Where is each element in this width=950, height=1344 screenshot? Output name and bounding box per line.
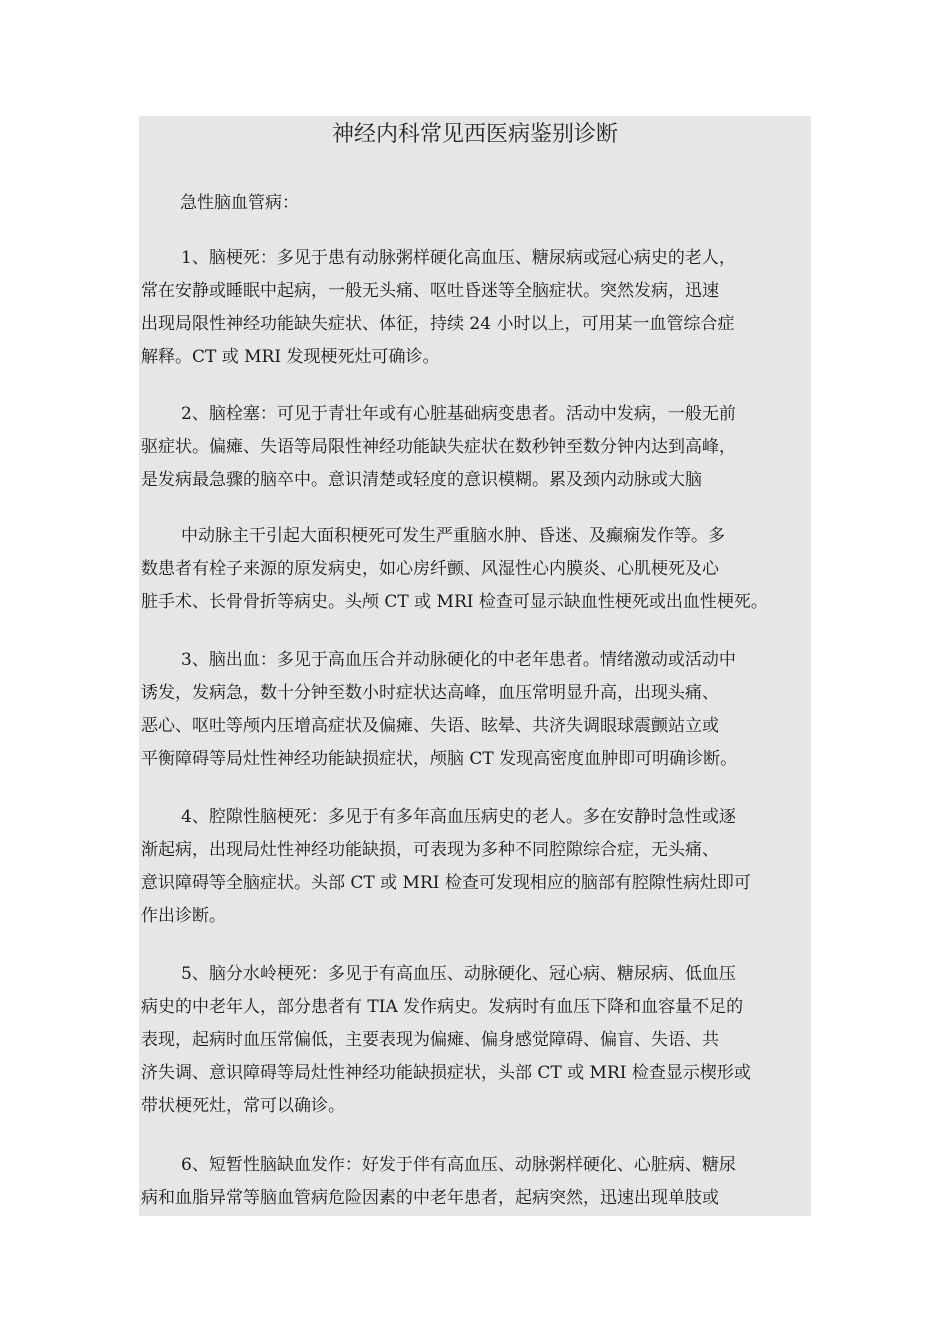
- paragraph-cerebral-embolism: [141, 398, 813, 497]
- paragraph-line: 常在安静或睡眠中起病，一般无头痛、呕吐昏迷等全脑症状。突然发病，迅速: [141, 281, 719, 301]
- paragraph-line: 出现局限性神经功能缺失症状、体征，持续 24 小时以上，可用某一血管综合症: [141, 314, 735, 334]
- paragraph-cerebral-embolism-continued: [141, 520, 813, 619]
- paragraph-line: 中动脉主干引起大面积梗死可发生严重脑水肿、昏迷、及癫痫发作等。多: [181, 526, 725, 546]
- paragraph-line: 济失调、意识障碍等局灶性神经功能缺损症状，头部 CT 或 MRI 检查显示楔形或: [141, 1063, 751, 1083]
- section-heading: 急性脑血管病：: [180, 193, 299, 213]
- paragraph-cerebral-infarction: [141, 242, 813, 374]
- paragraph-line: 解释。CT 或 MRI 发现梗死灶可确诊。: [141, 347, 440, 367]
- paragraph-line: 1、脑梗死：多见于患有动脉粥样硬化高血压、糖尿病或冠心病史的老人，: [181, 248, 736, 268]
- paragraph-line: 4、腔隙性脑梗死：多见于有多年高血压病史的老人。多在安静时急性或逐: [181, 807, 736, 827]
- paragraph-line: 5、脑分水岭梗死：多见于有高血压、动脉硬化、冠心病、糖尿病、低血压: [181, 964, 736, 984]
- paragraph-line: 表现，起病时血压常偏低，主要表现为偏瘫、偏身感觉障碍、偏盲、失语、共: [141, 1030, 719, 1050]
- paragraph-line: 作出诊断。: [141, 906, 226, 926]
- paragraph-watershed-infarction: [141, 958, 813, 1123]
- paragraph-lacunar-infarction: [141, 801, 813, 933]
- paragraph-cerebral-hemorrhage: [141, 644, 813, 776]
- paragraph-line: 6、短暂性脑缺血发作：好发于伴有高血压、动脉粥样硬化、心脏病、糖尿: [181, 1155, 736, 1175]
- paragraph-line: 渐起病，出现局灶性神经功能缺损，可表现为多种不同腔隙综合症，无头痛、: [141, 840, 719, 860]
- paragraph-line: 恶心、呕吐等颅内压增高症状及偏瘫、失语、眩晕、共济失调眼球震颤站立或: [141, 716, 719, 736]
- paragraph-line: 意识障碍等全脑症状。头部 CT 或 MRI 检查可发现相应的脑部有腔隙性病灶即可: [141, 873, 751, 893]
- paragraph-line: 诱发，发病急，数十分钟至数小时症状达高峰，血压常明显升高，出现头痛、: [141, 683, 719, 703]
- paragraph-line: 数患者有栓子来源的原发病史，如心房纤颤、风湿性心内膜炎、心肌梗死及心: [141, 559, 719, 579]
- paragraph-line: 是发病最急骤的脑卒中。意识清楚或轻度的意识模糊。累及颈内动脉或大脑: [141, 470, 702, 490]
- paragraph-line: 病史的中老年人，部分患者有 TIA 发作病史。发病时有血压下降和血容量不足的: [141, 997, 744, 1017]
- document-title: 神经内科常见西医病鉴别诊断: [331, 122, 618, 147]
- paragraph-line: 带状梗死灶，常可以确诊。: [141, 1096, 345, 1116]
- paragraph-transient-ischemic-attack: [141, 1149, 813, 1215]
- paragraph-line: 3、脑出血：多见于高血压合并动脉硬化的中老年患者。情绪激动或活动中: [181, 650, 736, 670]
- paragraph-line: 病和血脂异常等脑血管病危险因素的中老年患者，起病突然，迅速出现单肢或: [141, 1188, 719, 1208]
- paragraph-line: 脏手术、长骨骨折等病史。头颅 CT 或 MRI 检查可显示缺血性梗死或出血性梗死。: [141, 592, 768, 612]
- paragraph-line: 平衡障碍等局灶性神经功能缺损症状，颅脑 CT 发现高密度血肿即可明确诊断。: [141, 749, 738, 769]
- paragraph-line: 驱症状。偏瘫、失语等局限性神经功能缺失症状在数秒钟至数分钟内达到高峰，: [141, 437, 736, 457]
- paragraph-line: 2、脑栓塞：可见于青壮年或有心脏基础病变患者。活动中发病，一般无前: [181, 404, 736, 424]
